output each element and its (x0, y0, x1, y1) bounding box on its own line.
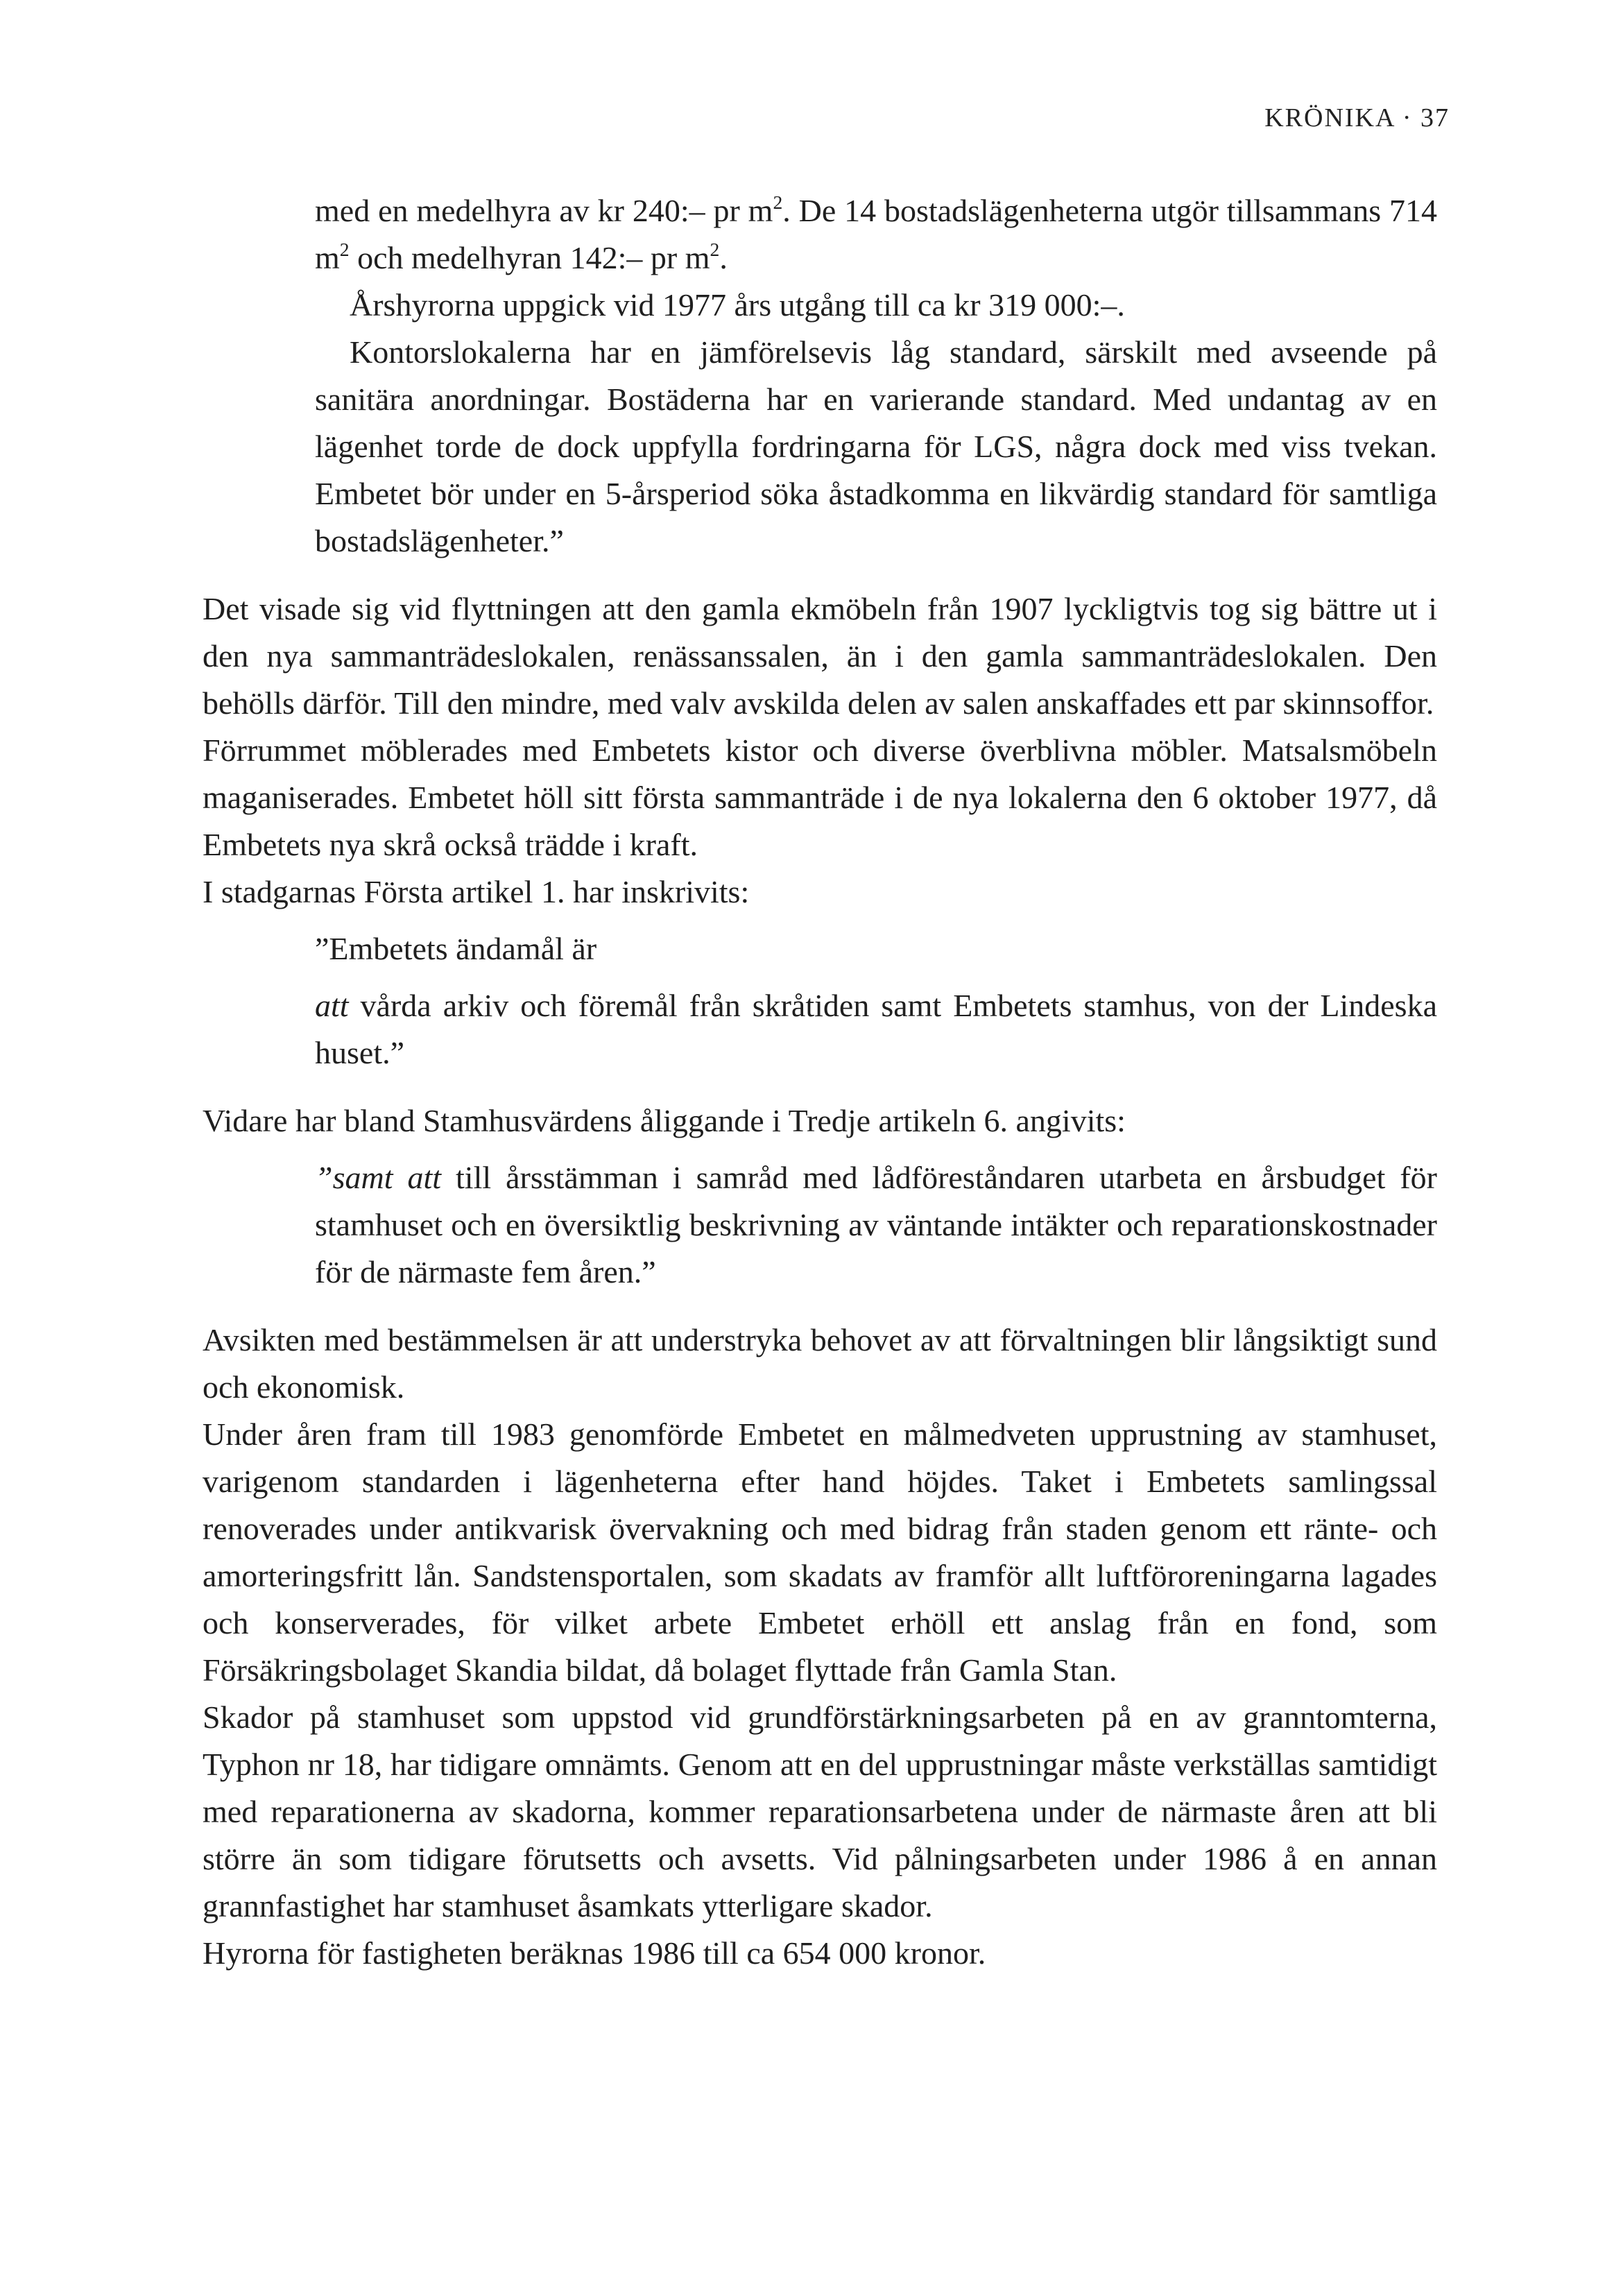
quote1-text-a: med en medelhyra av kr 240:– pr m (315, 193, 773, 228)
body-paragraph-3: I stadgarnas Första artikel 1. har inskrivits: (203, 874, 750, 909)
body-paragraph-2: Förrummet möblerades med Embetets kistor och diverse överblivna möbler. Matsalsmöbeln maganiserades. Embetet höll sitt första sammanträde i de nya lokalerna den 6 oktober 1977, då Embetets nya skrå också trädde i kraft. (203, 733, 1437, 862)
body-paragraph-8: Hyrorna för fastigheten beräknas 1986 till ca 654 000 kronor. (203, 1935, 986, 1971)
italic-samt-att: ”samt att (315, 1160, 442, 1195)
quote1-paragraph-1 (315, 187, 1437, 282)
quote1-paragraph-3: Kontorslokalerna har en jämförelsevis låg standard, särskilt med avseende på sanitära anordningar. Bostäderna har en varierande standard. Med undantag av en lägenhet torde de dock uppfylla fordringarna för LGS, några dock med viss tvekan. Embetet bör under en 5-årsperiod söka åstadkomma en likvärdig standard för samtliga bostadslägenheter.” (315, 334, 1437, 558)
superscript: 2 (339, 239, 350, 261)
body-paragraph-1: Det visade sig vid flyttningen att den gamla ekmöbeln från 1907 lyckligtvis tog sig bättre ut i den nya sammanträdeslokalen, renässanssalen, än i den gamla sammanträdeslokalen. Den behölls därför. Till den mindre, med valv avskilda delen av salen anskaffades ett par skinnsoffor. (203, 591, 1437, 721)
body-paragraph-5: Avsikten med bestämmelsen är att understryka behovet av att förvaltningen blir långsiktigt sund och ekonomisk. (203, 1322, 1437, 1405)
running-head: KRÖNIKA · 37 (1264, 103, 1450, 132)
text-block (203, 187, 1437, 1977)
quote1-text-c: och medelhyran 142:– pr m (349, 240, 710, 275)
quote2-line-2 (315, 982, 1437, 1077)
quote2-text: vårda arkiv och föremål från skråtiden samt Embetets stamhus, von der Lindeska huset.” (315, 988, 1437, 1070)
body-paragraph-6: Under åren fram till 1983 genomförde Embetet en målmedveten upprustning av stamhuset, varigenom standarden i lägenheterna efter hand höjdes. Taket i Embetets samlingssal renoverades under antikvarisk övervakning och med bidrag från staden genom ett ränte- och amorteringsfritt lån. Sandstensportalen, som skadats av framför allt luftföroreningarna lagades och konserverades, för vilket arbete Embetet erhöll ett anslag från en fond, som Försäkringsbolaget Skandia bildat, då bolaget flyttade från Gamla Stan. (203, 1416, 1437, 1688)
body-paragraph-4: Vidare har bland Stamhusvärdens åliggande i Tredje artikeln 6. angivits: (203, 1103, 1126, 1138)
italic-att: att (315, 988, 349, 1023)
quote2-line-1: ”Embetets ändamål är (315, 931, 597, 966)
body-paragraph-7: Skador på stamhuset som uppstod vid grundförstärkningsarbeten på en av granntomterna, Typhon nr 18, har tidigare omnämts. Genom att en del upprustningar måste verkställas samtidigt med reparationerna av skadorna, kommer reparationsarbetena under de närmaste åren att bli större än som tidigare förutsetts och avsetts. Vid pålningsarbeten under 1986 å en annan grannfastighet har stamhuset åsamkats ytterligare skador. (203, 1699, 1437, 1924)
quote1-paragraph-2: Årshyrorna uppgick vid 1977 års utgång till ca kr 319 000:–. (350, 287, 1125, 323)
quote3-text: till årsstämman i samråd med lådföreståndaren utarbeta en årsbudget för stamhuset och en översiktlig beskrivning av väntande intäkter och reparationskostnader för de närmaste fem åren.” (315, 1160, 1437, 1290)
quote3-paragraph (315, 1154, 1437, 1296)
quote1-text-b: . De 14 bostadslägenheterna utgör tillsammans 714 m (315, 193, 1437, 275)
superscript: 2 (710, 239, 720, 261)
superscript: 2 (773, 191, 783, 214)
quote1-text-d: . (719, 240, 728, 275)
